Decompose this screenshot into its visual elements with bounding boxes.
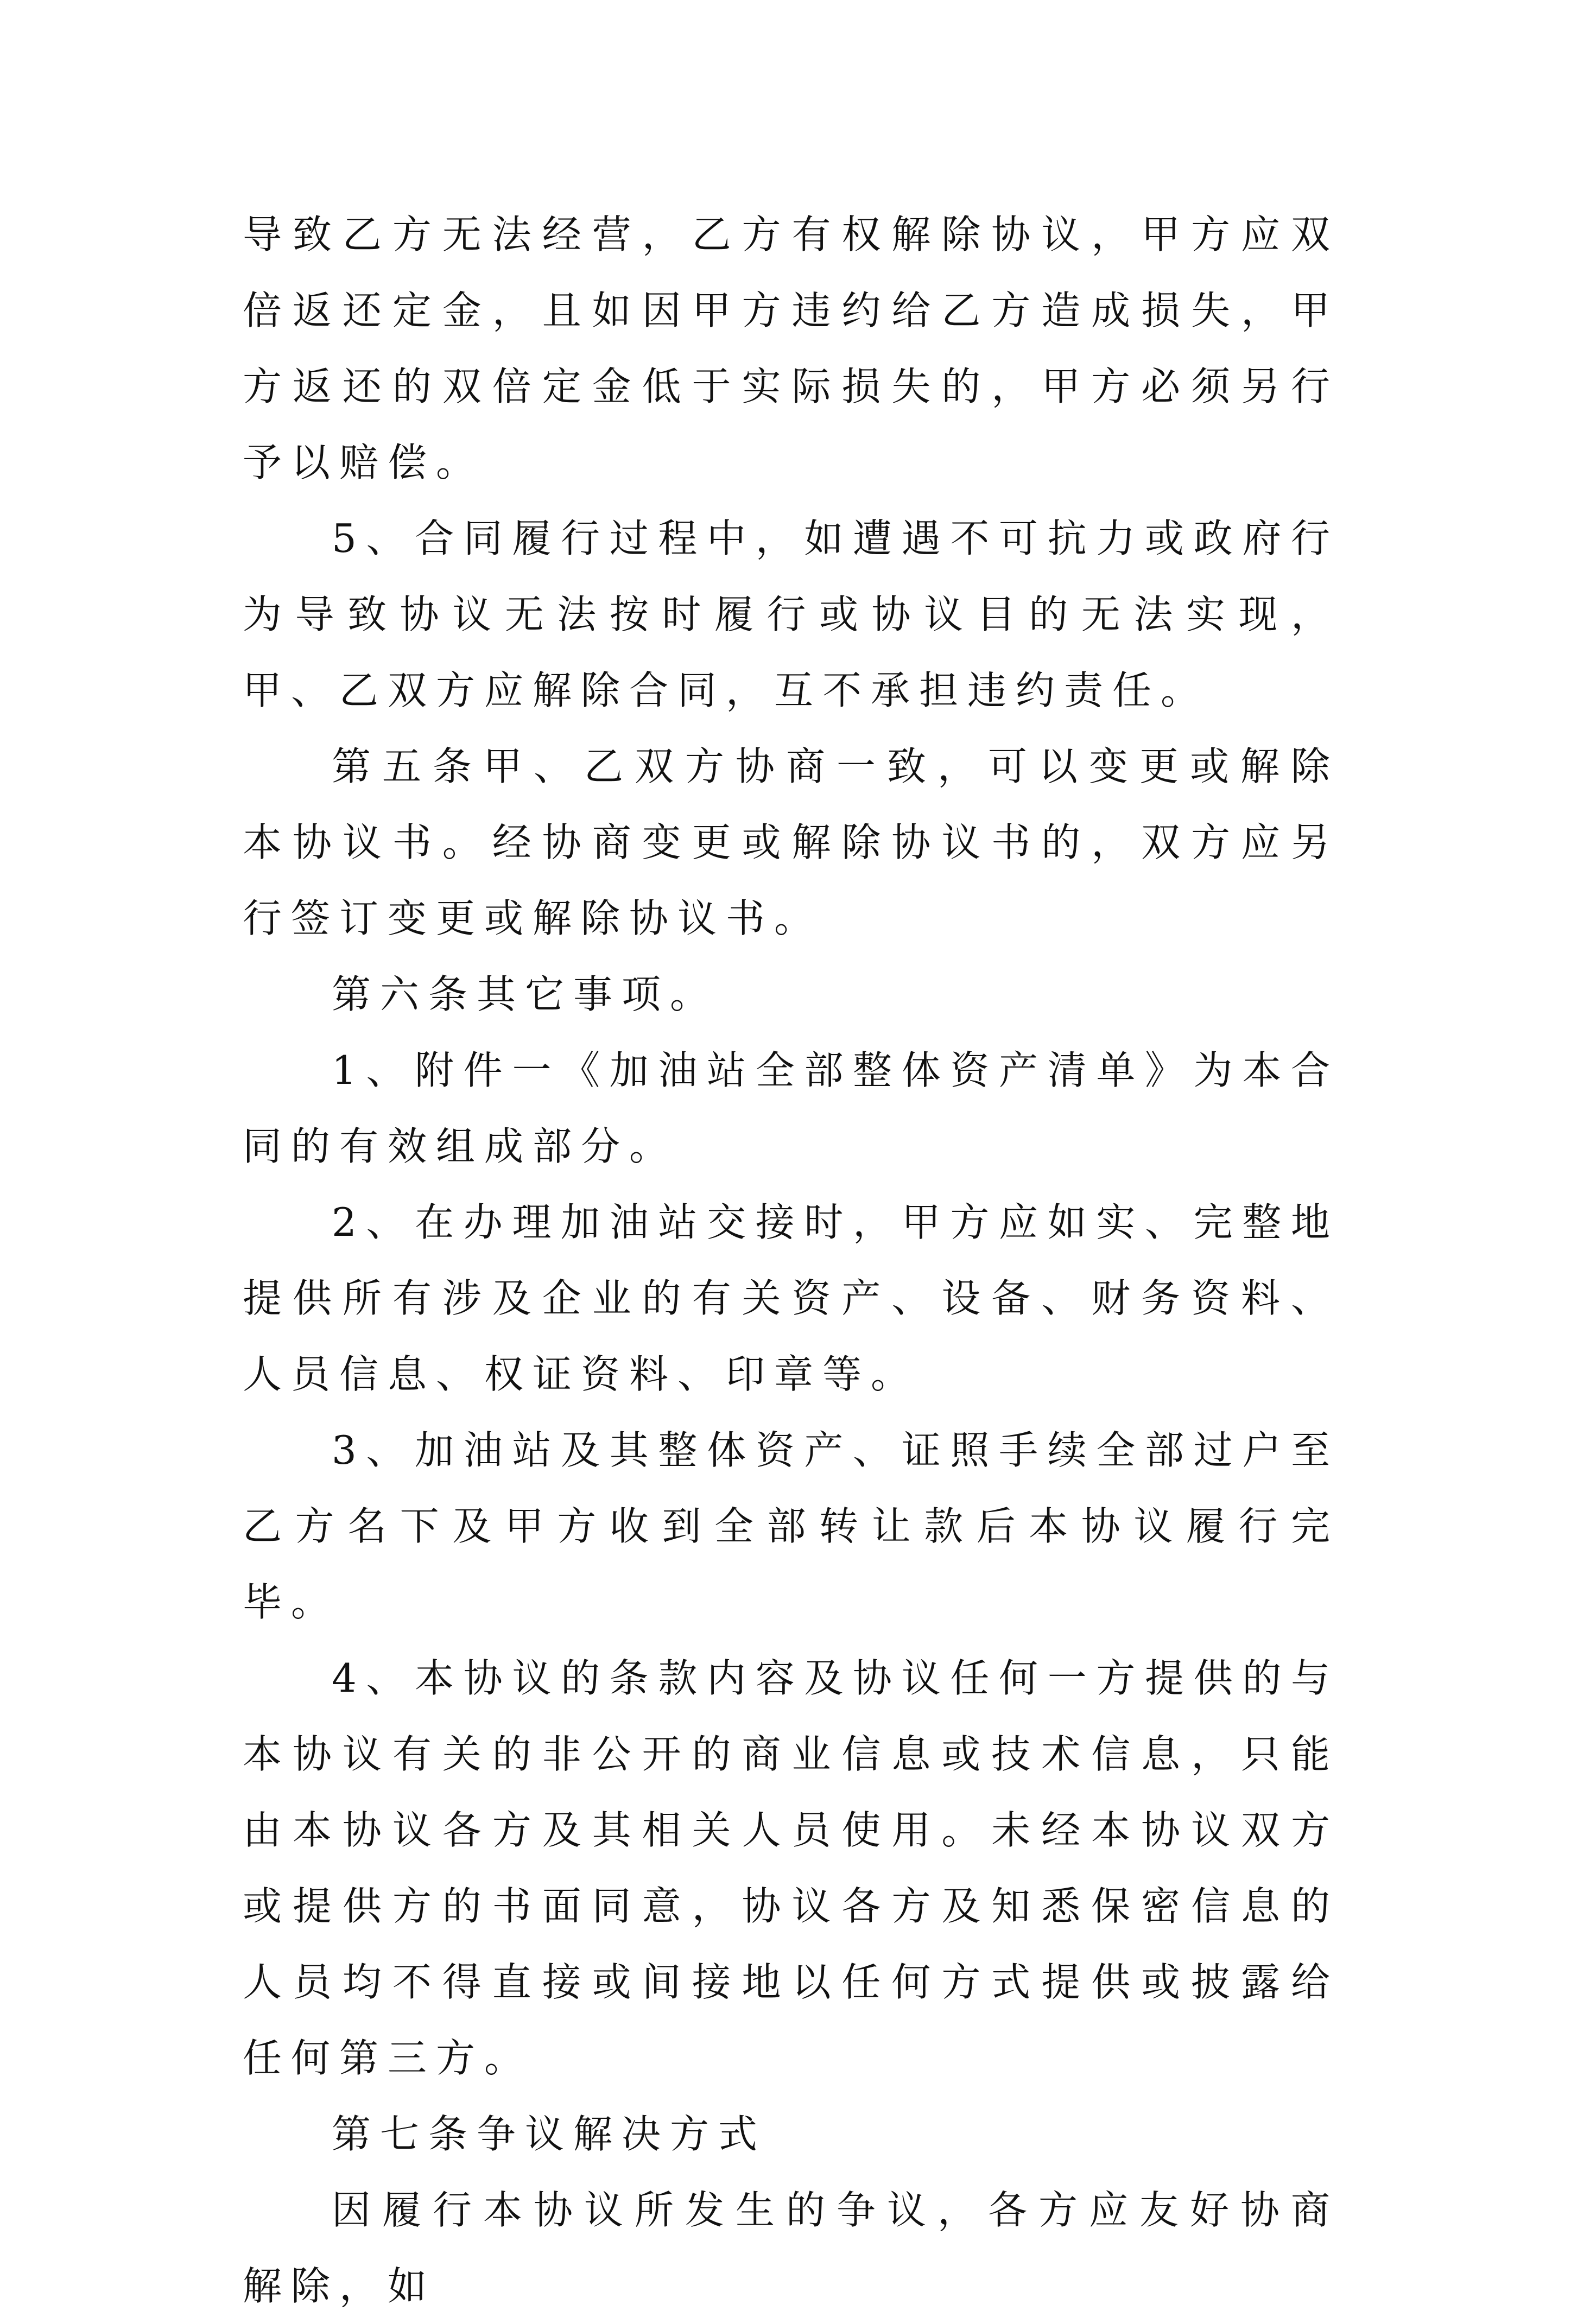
paragraph-article-6-item-2: 2、在办理加油站交接时，甲方应如实、完整地提供所有涉及企业的有关资产、设备、财务资料、人员信息、权证资料、印章等。 bbox=[243, 1199, 1339, 1397]
paragraph-article-7-body: 因履行本协议所发生的争议，各方应友好协商解除，如 bbox=[243, 2187, 1339, 2309]
paragraph-article-5: 第五条甲、乙双方协商一致，可以变更或解除本协议书。经协商变更或解除协议书的，双方应另行签订变更或解除协议书。 bbox=[243, 744, 1339, 941]
paragraph-item-5-force-majeure: 5、合同履行过程中，如遭遇不可抗力或政府行为导致协议无法按时履行或协议目的无法实现，甲、乙双方应解除合同，互不承担违约责任。 bbox=[243, 516, 1339, 713]
paragraph-article-7-heading: 第七条争议解决方式 bbox=[332, 2111, 767, 2157]
document-body bbox=[243, 196, 1339, 2324]
paragraph-article-6-item-3: 3、加油站及其整体资产、证照手续全部过户至乙方名下及甲方收到全部转让款后本协议履行完毕。 bbox=[243, 1427, 1339, 1625]
paragraph-clause-4-continuation: 导致乙方无法经营，乙方有权解除协议，甲方应双倍返还定金，且如因甲方违约给乙方造成损失，甲方返还的双倍定金低于实际损失的，甲方必须另行予以赔偿。 bbox=[243, 212, 1339, 485]
paragraph-article-6-heading: 第六条其它事项。 bbox=[332, 971, 719, 1017]
paragraph-article-6-item-4: 4、本协议的条款内容及协议任何一方提供的与本协议有关的非公开的商业信息或技术信息，只能由本协议各方及其相关人员使用。未经本协议双方或提供方的书面同意，协议各方及知悉保密信息的人员均不得直接或间接地以任何方式提供或披露给任何第三方。 bbox=[243, 1655, 1339, 2081]
paragraph-article-6-item-1: 1、附件一《加油站全部整体资产清单》为本合同的有效组成部分。 bbox=[243, 1047, 1339, 1169]
